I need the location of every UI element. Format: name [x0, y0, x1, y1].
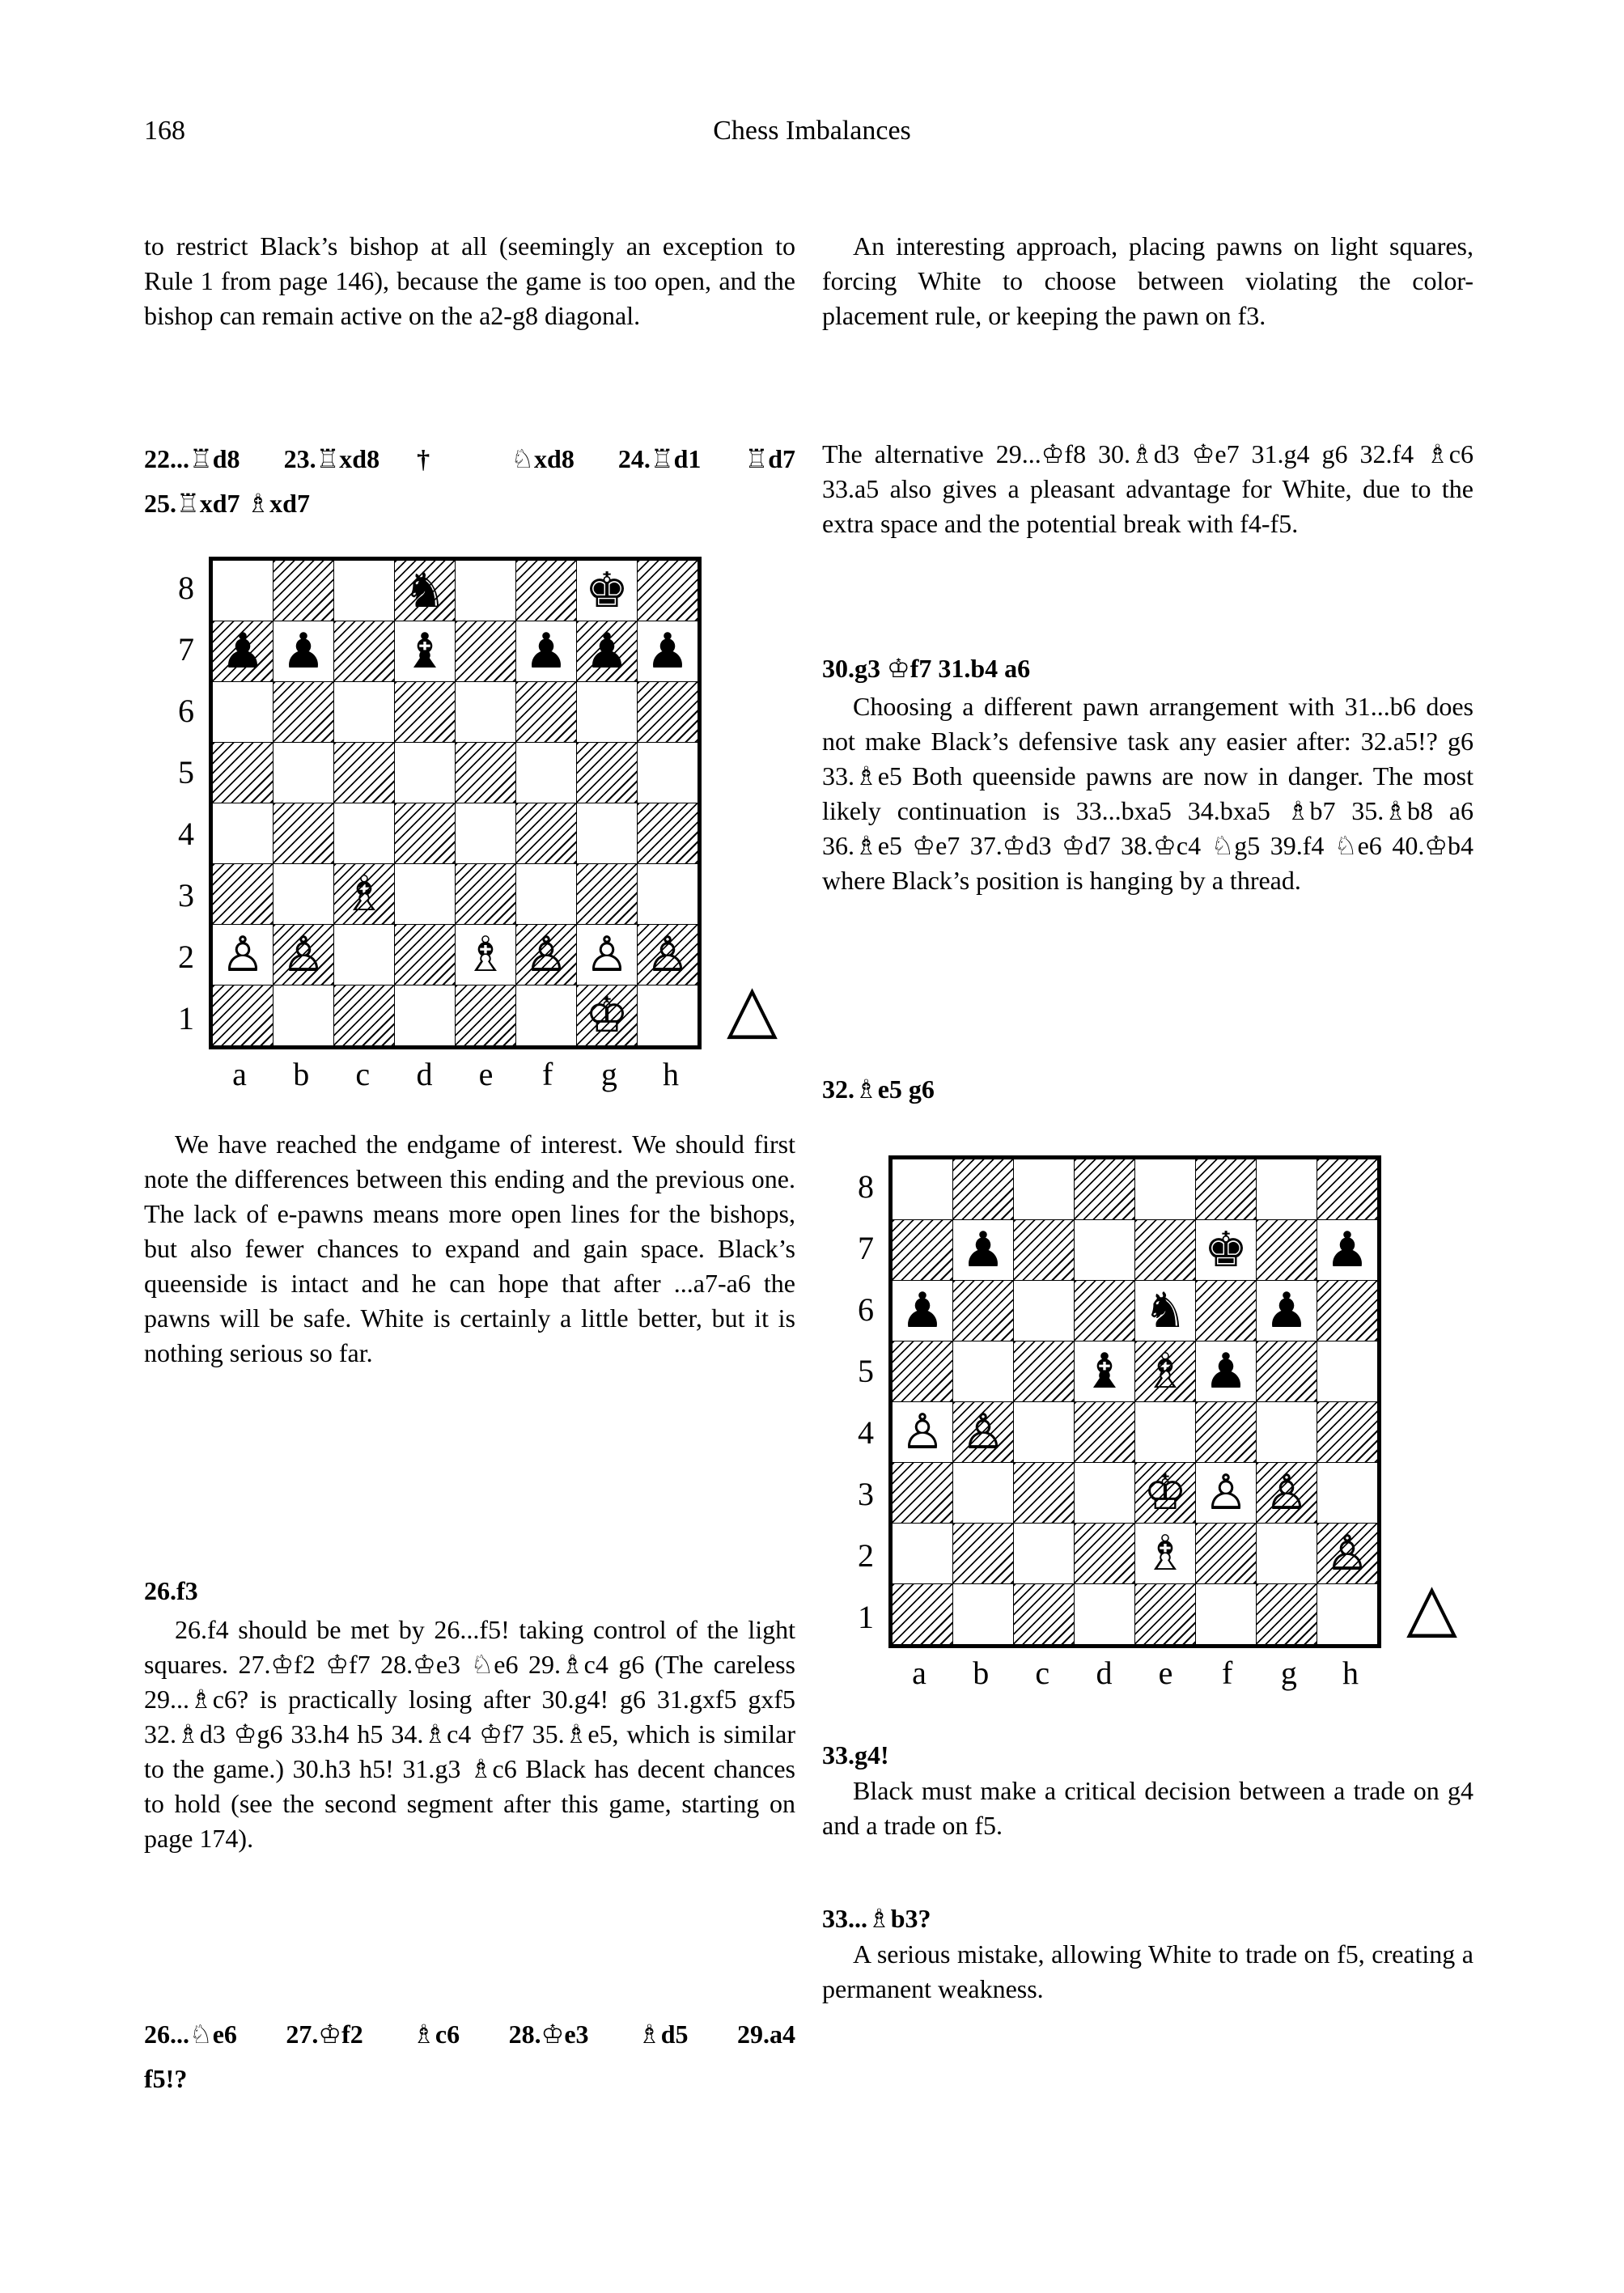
rank-label-4: 4 — [178, 816, 194, 853]
square-b8 — [953, 1159, 1013, 1219]
paragraph-right-5: A serious mistake, allowing White to trade on f5, creating a permanent weakness. — [822, 1939, 1473, 2003]
square-h6 — [638, 682, 698, 742]
square-g2 — [577, 925, 637, 985]
square-b3 — [953, 1463, 1013, 1523]
rank-labels — [168, 557, 204, 1049]
black-king-icon: ♚ — [1204, 1222, 1248, 1278]
chess-diagram-2 — [848, 1155, 1479, 1706]
square-a5 — [893, 1341, 952, 1401]
square-e5 — [1135, 1341, 1195, 1401]
square-g8 — [1257, 1159, 1317, 1219]
book-title: Chess Imbalances — [713, 116, 911, 146]
black-pawn-icon: ♟ — [961, 1222, 1005, 1278]
square-d1 — [1075, 1584, 1134, 1644]
square-f7 — [1196, 1220, 1256, 1280]
rank-label-6: 6 — [858, 1291, 874, 1328]
square-c4 — [334, 803, 394, 863]
square-c2 — [1014, 1524, 1074, 1583]
square-g5 — [577, 743, 637, 803]
square-g2 — [1257, 1524, 1317, 1583]
square-c7 — [1014, 1220, 1074, 1280]
square-b5 — [953, 1341, 1013, 1401]
white-bishop-icon: ♗ — [1143, 1525, 1187, 1582]
black-pawn-icon: ♟ — [646, 623, 689, 680]
square-g7 — [577, 621, 637, 681]
rank-labels — [848, 1155, 884, 1648]
file-label-f: f — [1222, 1655, 1233, 1691]
paragraph-right-3: Choosing a different pawn arrangement with 31...b6 does not make Black’s defensive task any easier after: 32.a5!? g6 33.♗e5 Both queenside pawns are now in danger. The most likely continuation is 33...bxa5 34.bxa5 ♗b7 35.♗b8 a6 36.♗e5 ♔e7 37.♔d3 ♔d7 38.♔c4 ♘g5 39.f4 ♘e6 40.♔b4 where Black’s position is hanging by a thread. — [822, 692, 1473, 895]
square-b6 — [953, 1281, 1013, 1341]
square-e6 — [456, 682, 515, 742]
square-h2 — [1317, 1524, 1377, 1583]
move-sequence-26-29 — [144, 2012, 795, 2101]
square-g1 — [577, 985, 637, 1045]
move-heading-26f3: 26.f3 — [144, 1576, 198, 1605]
square-d5 — [1075, 1341, 1134, 1401]
file-label-a: a — [912, 1655, 926, 1691]
black-king-icon: ♚ — [585, 562, 629, 619]
square-a1 — [213, 985, 273, 1045]
square-h4 — [1317, 1402, 1377, 1462]
black-bishop-icon: ♝ — [1083, 1343, 1126, 1400]
file-labels — [209, 1056, 702, 1093]
square-b8 — [273, 561, 333, 621]
white-pawn-icon: ♙ — [901, 1404, 944, 1460]
square-h2 — [638, 925, 698, 985]
square-c2 — [334, 925, 394, 985]
square-e3 — [1135, 1463, 1195, 1523]
white-king-icon: ♔ — [1143, 1464, 1187, 1521]
white-pawn-icon: ♙ — [646, 926, 689, 983]
rank-label-4: 4 — [858, 1414, 874, 1452]
paragraph-right-4: Black must make a critical decision between a trade on g4 and a trade on f5. — [822, 1776, 1473, 1840]
square-a4 — [893, 1402, 952, 1462]
white-bishop-icon: ♗ — [464, 926, 507, 983]
square-e6 — [1135, 1281, 1195, 1341]
square-h5 — [638, 743, 698, 803]
square-h8 — [638, 561, 698, 621]
square-f7 — [516, 621, 576, 681]
rank-label-3: 3 — [858, 1476, 874, 1513]
square-f1 — [516, 985, 576, 1045]
white-to-move-icon: △ — [1406, 1569, 1458, 1646]
square-h1 — [638, 985, 698, 1045]
square-e8 — [456, 561, 515, 621]
square-f2 — [1196, 1524, 1256, 1583]
paragraph-right-1: An interesting approach, placing pawns on light squares, forcing White to choose between violating the color-placement rule, or keeping the pawn on f3. — [822, 231, 1473, 330]
square-a2 — [893, 1524, 952, 1583]
file-label-f: f — [542, 1056, 553, 1092]
square-e4 — [1135, 1402, 1195, 1462]
rank-label-6: 6 — [178, 692, 194, 729]
square-e4 — [456, 803, 515, 863]
square-g8 — [577, 561, 637, 621]
move-line-1: 26...♘e6 27.♔f2 ♗c6 28.♔e3 ♗d5 29.a4 — [144, 2020, 795, 2049]
white-to-move-icon: △ — [727, 970, 778, 1047]
square-e7 — [456, 621, 515, 681]
square-a5 — [213, 743, 273, 803]
black-bishop-icon: ♝ — [403, 623, 447, 680]
square-g4 — [1257, 1402, 1317, 1462]
square-g7 — [1257, 1220, 1317, 1280]
square-e2 — [1135, 1524, 1195, 1583]
file-label-d: d — [1096, 1655, 1113, 1691]
paragraph-left-3: 26.f4 should be met by 26...f5! taking control of the light squares. 27.♔f2 ♔f7 28.♔e3 ♘e6 29.♗c4 g6 (The careless 29...♗c6? is practically losing after 30.g4! g6 31.gxf5 gxf5 32.♗d3 ♔g6 33.h4 h5 34.♗c4 ♔f7 35.♗e5, which is similar to the game.) 30.h3 h5! 31.g3 ♗c6 Black has decent chances to hold (see the second segment after this game, starting on page 174). — [144, 1615, 795, 1853]
square-a6 — [213, 682, 273, 742]
square-a8 — [893, 1159, 952, 1219]
square-d8 — [395, 561, 455, 621]
square-h7 — [638, 621, 698, 681]
file-label-c: c — [1035, 1655, 1050, 1691]
black-pawn-icon: ♟ — [901, 1282, 944, 1339]
square-c8 — [1014, 1159, 1074, 1219]
white-pawn-icon: ♙ — [585, 926, 629, 983]
page-number: 168 — [144, 116, 185, 146]
square-a7 — [893, 1220, 952, 1280]
rank-label-1: 1 — [178, 1000, 194, 1037]
file-label-b: b — [293, 1056, 310, 1092]
square-c1 — [1014, 1584, 1074, 1644]
square-e7 — [1135, 1220, 1195, 1280]
paragraph-left-2: We have reached the endgame of interest. We should first note the differences between this ending and the previous one. The lack of e-pawns means more open lines for the bishops, but also fewer chances to expand and gain space. Black’s queenside is intact and he can hope that after ...a7-a6 the pawns will be safe. White is certainly a little better, but it is nothing serious so far. — [144, 1130, 795, 1367]
square-d3 — [395, 864, 455, 924]
black-knight-icon: ♞ — [1143, 1282, 1187, 1339]
square-b4 — [953, 1402, 1013, 1462]
white-bishop-icon: ♗ — [342, 866, 386, 922]
square-c7 — [334, 621, 394, 681]
square-f4 — [1196, 1402, 1256, 1462]
black-knight-icon: ♞ — [403, 562, 447, 619]
rank-label-2: 2 — [858, 1537, 874, 1575]
square-b2 — [273, 925, 333, 985]
file-label-h: h — [662, 1056, 679, 1092]
move-line-1: 22...♖d8 23.♖xd8† ♘xd8 24.♖d1 ♖d7 — [144, 444, 795, 473]
paragraph-right-2: The alternative 29...♔f8 30.♗d3 ♔e7 31.g4 g6 32.f4 ♗c6 33.a5 also gives a pleasant advantage for White, due to the extra space and the potential break with f4-f5. — [822, 439, 1473, 538]
square-d7 — [1075, 1220, 1134, 1280]
square-b2 — [953, 1524, 1013, 1583]
square-b7 — [953, 1220, 1013, 1280]
rank-label-7: 7 — [178, 630, 194, 668]
square-h3 — [638, 864, 698, 924]
square-c3 — [334, 864, 394, 924]
black-pawn-icon: ♟ — [585, 623, 629, 680]
white-king-icon: ♔ — [585, 987, 629, 1044]
file-label-b: b — [973, 1655, 990, 1691]
square-f8 — [516, 561, 576, 621]
square-d2 — [395, 925, 455, 985]
square-b1 — [953, 1584, 1013, 1644]
rank-label-1: 1 — [858, 1599, 874, 1636]
file-label-g: g — [600, 1056, 617, 1092]
square-h7 — [1317, 1220, 1377, 1280]
rank-label-8: 8 — [178, 569, 194, 606]
white-pawn-icon: ♙ — [961, 1404, 1005, 1460]
move-heading-33Bb3: 33...♗b3? — [822, 1904, 931, 1933]
square-f3 — [1196, 1463, 1256, 1523]
square-e8 — [1135, 1159, 1195, 1219]
square-d5 — [395, 743, 455, 803]
square-c1 — [334, 985, 394, 1045]
square-f5 — [1196, 1341, 1256, 1401]
square-g5 — [1257, 1341, 1317, 1401]
black-pawn-icon: ♟ — [1265, 1282, 1308, 1339]
square-g3 — [577, 864, 637, 924]
square-d2 — [1075, 1524, 1134, 1583]
chess-diagram-1 — [168, 557, 799, 1107]
square-h6 — [1317, 1281, 1377, 1341]
square-f6 — [1196, 1281, 1256, 1341]
square-h4 — [638, 803, 698, 863]
file-label-e: e — [1158, 1655, 1173, 1691]
rank-label-8: 8 — [858, 1168, 874, 1205]
chess-board — [209, 557, 702, 1049]
black-pawn-icon: ♟ — [1204, 1343, 1248, 1400]
white-pawn-icon: ♙ — [524, 926, 568, 983]
move-heading-32Be5: 32.♗e5 g6 — [822, 1074, 935, 1104]
square-g4 — [577, 803, 637, 863]
move-sequence-22-25 — [144, 437, 795, 526]
file-label-e: e — [478, 1056, 494, 1092]
square-f3 — [516, 864, 576, 924]
move-heading-33g4: 33.g4! — [822, 1740, 889, 1770]
square-e5 — [456, 743, 515, 803]
move-line-2: 25.♖xd7 ♗xd7 — [144, 489, 310, 518]
square-f2 — [516, 925, 576, 985]
square-a3 — [893, 1463, 952, 1523]
black-pawn-icon: ♟ — [524, 623, 568, 680]
square-a8 — [213, 561, 273, 621]
square-h1 — [1317, 1584, 1377, 1644]
square-c3 — [1014, 1463, 1074, 1523]
move-heading-30g3: 30.g3 ♔f7 31.b4 a6 — [822, 654, 1031, 683]
square-d4 — [1075, 1402, 1134, 1462]
square-d4 — [395, 803, 455, 863]
square-a7 — [213, 621, 273, 681]
square-c6 — [334, 682, 394, 742]
black-pawn-icon: ♟ — [1325, 1222, 1369, 1278]
chess-board — [888, 1155, 1381, 1648]
file-label-h: h — [1342, 1655, 1359, 1691]
paragraph-left-1: to restrict Black’s bishop at all (seemingly an exception to Rule 1 from page 146), because the game is too open, and the bishop can remain active on the a2-g8 diagonal. — [144, 231, 795, 330]
square-d1 — [395, 985, 455, 1045]
square-f8 — [1196, 1159, 1256, 1219]
square-h5 — [1317, 1341, 1377, 1401]
rank-label-3: 3 — [178, 877, 194, 914]
square-f5 — [516, 743, 576, 803]
rank-label-5: 5 — [178, 753, 194, 790]
square-g6 — [577, 682, 637, 742]
square-g3 — [1257, 1463, 1317, 1523]
black-pawn-icon: ♟ — [282, 623, 325, 680]
square-f4 — [516, 803, 576, 863]
square-b7 — [273, 621, 333, 681]
file-label-a: a — [232, 1056, 247, 1092]
square-d8 — [1075, 1159, 1134, 1219]
square-a2 — [213, 925, 273, 985]
square-c4 — [1014, 1402, 1074, 1462]
move-line-2: f5!? — [144, 2064, 188, 2093]
square-a4 — [213, 803, 273, 863]
rank-label-7: 7 — [858, 1229, 874, 1266]
square-d6 — [395, 682, 455, 742]
black-pawn-icon: ♟ — [221, 623, 265, 680]
square-h8 — [1317, 1159, 1377, 1219]
square-b1 — [273, 985, 333, 1045]
file-label-d: d — [416, 1056, 433, 1092]
square-b4 — [273, 803, 333, 863]
square-d7 — [395, 621, 455, 681]
white-pawn-icon: ♙ — [282, 926, 325, 983]
square-c8 — [334, 561, 394, 621]
square-a6 — [893, 1281, 952, 1341]
file-label-g: g — [1280, 1655, 1297, 1691]
square-e2 — [456, 925, 515, 985]
square-a1 — [893, 1584, 952, 1644]
square-b5 — [273, 743, 333, 803]
square-c6 — [1014, 1281, 1074, 1341]
square-b6 — [273, 682, 333, 742]
square-g6 — [1257, 1281, 1317, 1341]
white-pawn-icon: ♙ — [1204, 1464, 1248, 1521]
square-h3 — [1317, 1463, 1377, 1523]
square-e1 — [1135, 1584, 1195, 1644]
file-label-c: c — [355, 1056, 371, 1092]
rank-label-2: 2 — [178, 939, 194, 976]
square-e3 — [456, 864, 515, 924]
square-f6 — [516, 682, 576, 742]
square-f1 — [1196, 1584, 1256, 1644]
square-a3 — [213, 864, 273, 924]
square-d6 — [1075, 1281, 1134, 1341]
square-b3 — [273, 864, 333, 924]
square-g1 — [1257, 1584, 1317, 1644]
square-e1 — [456, 985, 515, 1045]
square-c5 — [334, 743, 394, 803]
file-labels — [888, 1655, 1381, 1692]
white-bishop-icon: ♗ — [1143, 1343, 1187, 1400]
rank-label-5: 5 — [858, 1352, 874, 1389]
white-pawn-icon: ♙ — [1265, 1464, 1308, 1521]
square-d3 — [1075, 1463, 1134, 1523]
white-pawn-icon: ♙ — [221, 926, 265, 983]
white-pawn-icon: ♙ — [1325, 1525, 1369, 1582]
square-c5 — [1014, 1341, 1074, 1401]
